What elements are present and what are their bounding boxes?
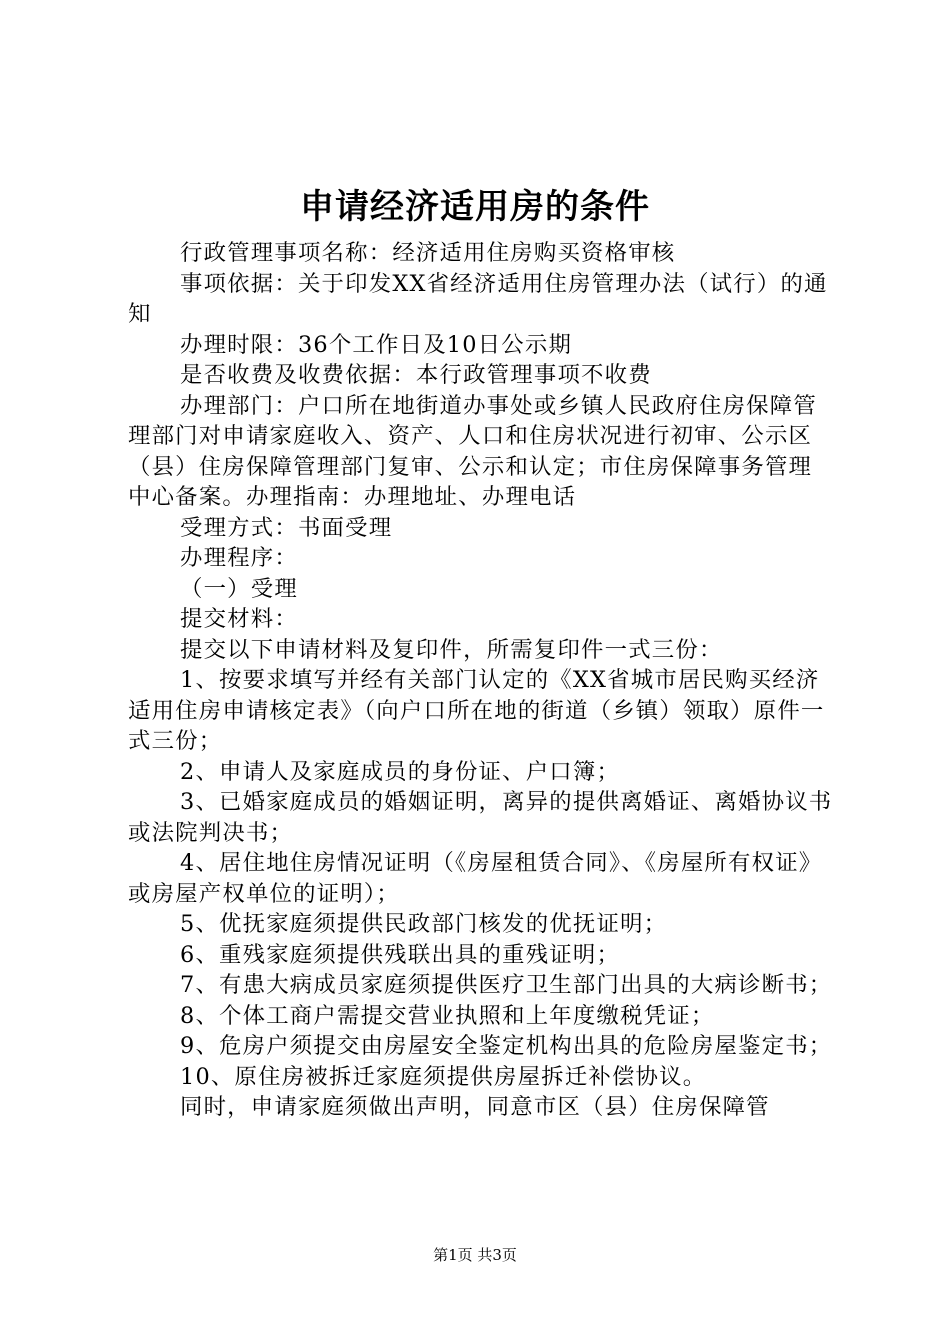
- list-item: 7、有患大病成员家庭须提供医疗卫生部门出具的大病诊断书；: [180, 972, 833, 998]
- paragraph: 行政管理事项名称：经济适用住房购买资格审核: [180, 240, 676, 266]
- list-item: 5、优抚家庭须提供民政部门核发的优抚证明；: [180, 911, 668, 937]
- paragraph: 提交材料：: [180, 606, 298, 632]
- paragraph: 事项依据：关于印发XX省经济适用住房管理办法（试行）的通知: [128, 270, 828, 327]
- paragraph: 是否收费及收费依据：本行政管理事项不收费: [180, 362, 652, 388]
- paragraph: 受理方式：书面受理: [180, 514, 393, 541]
- list-item: 8、个体工商户需提交营业执照和上年度缴税凭证；: [180, 1002, 715, 1029]
- list-item: 1、按要求填写并经有关部门认定的《XX省城市居民购买经济适用住房申请核定表》（向户口所在地的街道（乡镇）领取）原件一式三份；: [128, 667, 825, 754]
- list-item: 9、危房户须提交由房屋安全鉴定机构出具的危险房屋鉴定书；: [180, 1033, 833, 1059]
- list-item: 2、申请人及家庭成员的身份证、户口簿；: [180, 758, 621, 785]
- paragraph: 同时，申请家庭须做出声明，同意市区（县）住房保障管: [180, 1094, 770, 1120]
- list-item: 6、重残家庭须提供残联出具的重残证明；: [180, 941, 621, 968]
- paragraph: （一）受理: [180, 575, 298, 602]
- list-item: 4、居住地住房情况证明（《房屋租赁合同》、《房屋所有权证》或房屋产权单位的证明）；: [128, 850, 823, 907]
- list-item: 3、已婚家庭成员的婚姻证明，离异的提供离婚证、离婚协议书或法院判决书；: [128, 789, 833, 846]
- paragraph: 办理时限：36个工作日及10日公示期: [180, 331, 573, 358]
- list-item: 10、原住房被拆迁家庭须提供房屋拆迁补偿协议。: [180, 1063, 707, 1090]
- paragraph: 办理部门：户口所在地街道办事处或乡镇人民政府住房保障管理部门对申请家庭收入、资产、人口和住房状况进行初审、公示区（县）住房保障管理部门复审、公示和认定；市住房保障事务管理中心备案。办理指南：办理地址、办理电话: [128, 392, 817, 510]
- document-body: [128, 238, 834, 1123]
- paragraph: 提交以下申请材料及复印件，所需复印件一式三份：: [180, 636, 723, 663]
- paragraph: 办理程序：: [180, 545, 298, 571]
- document-title: 申请经济适用房的条件: [300, 187, 650, 227]
- page-footer: 第1页 共3页: [433, 1246, 517, 1264]
